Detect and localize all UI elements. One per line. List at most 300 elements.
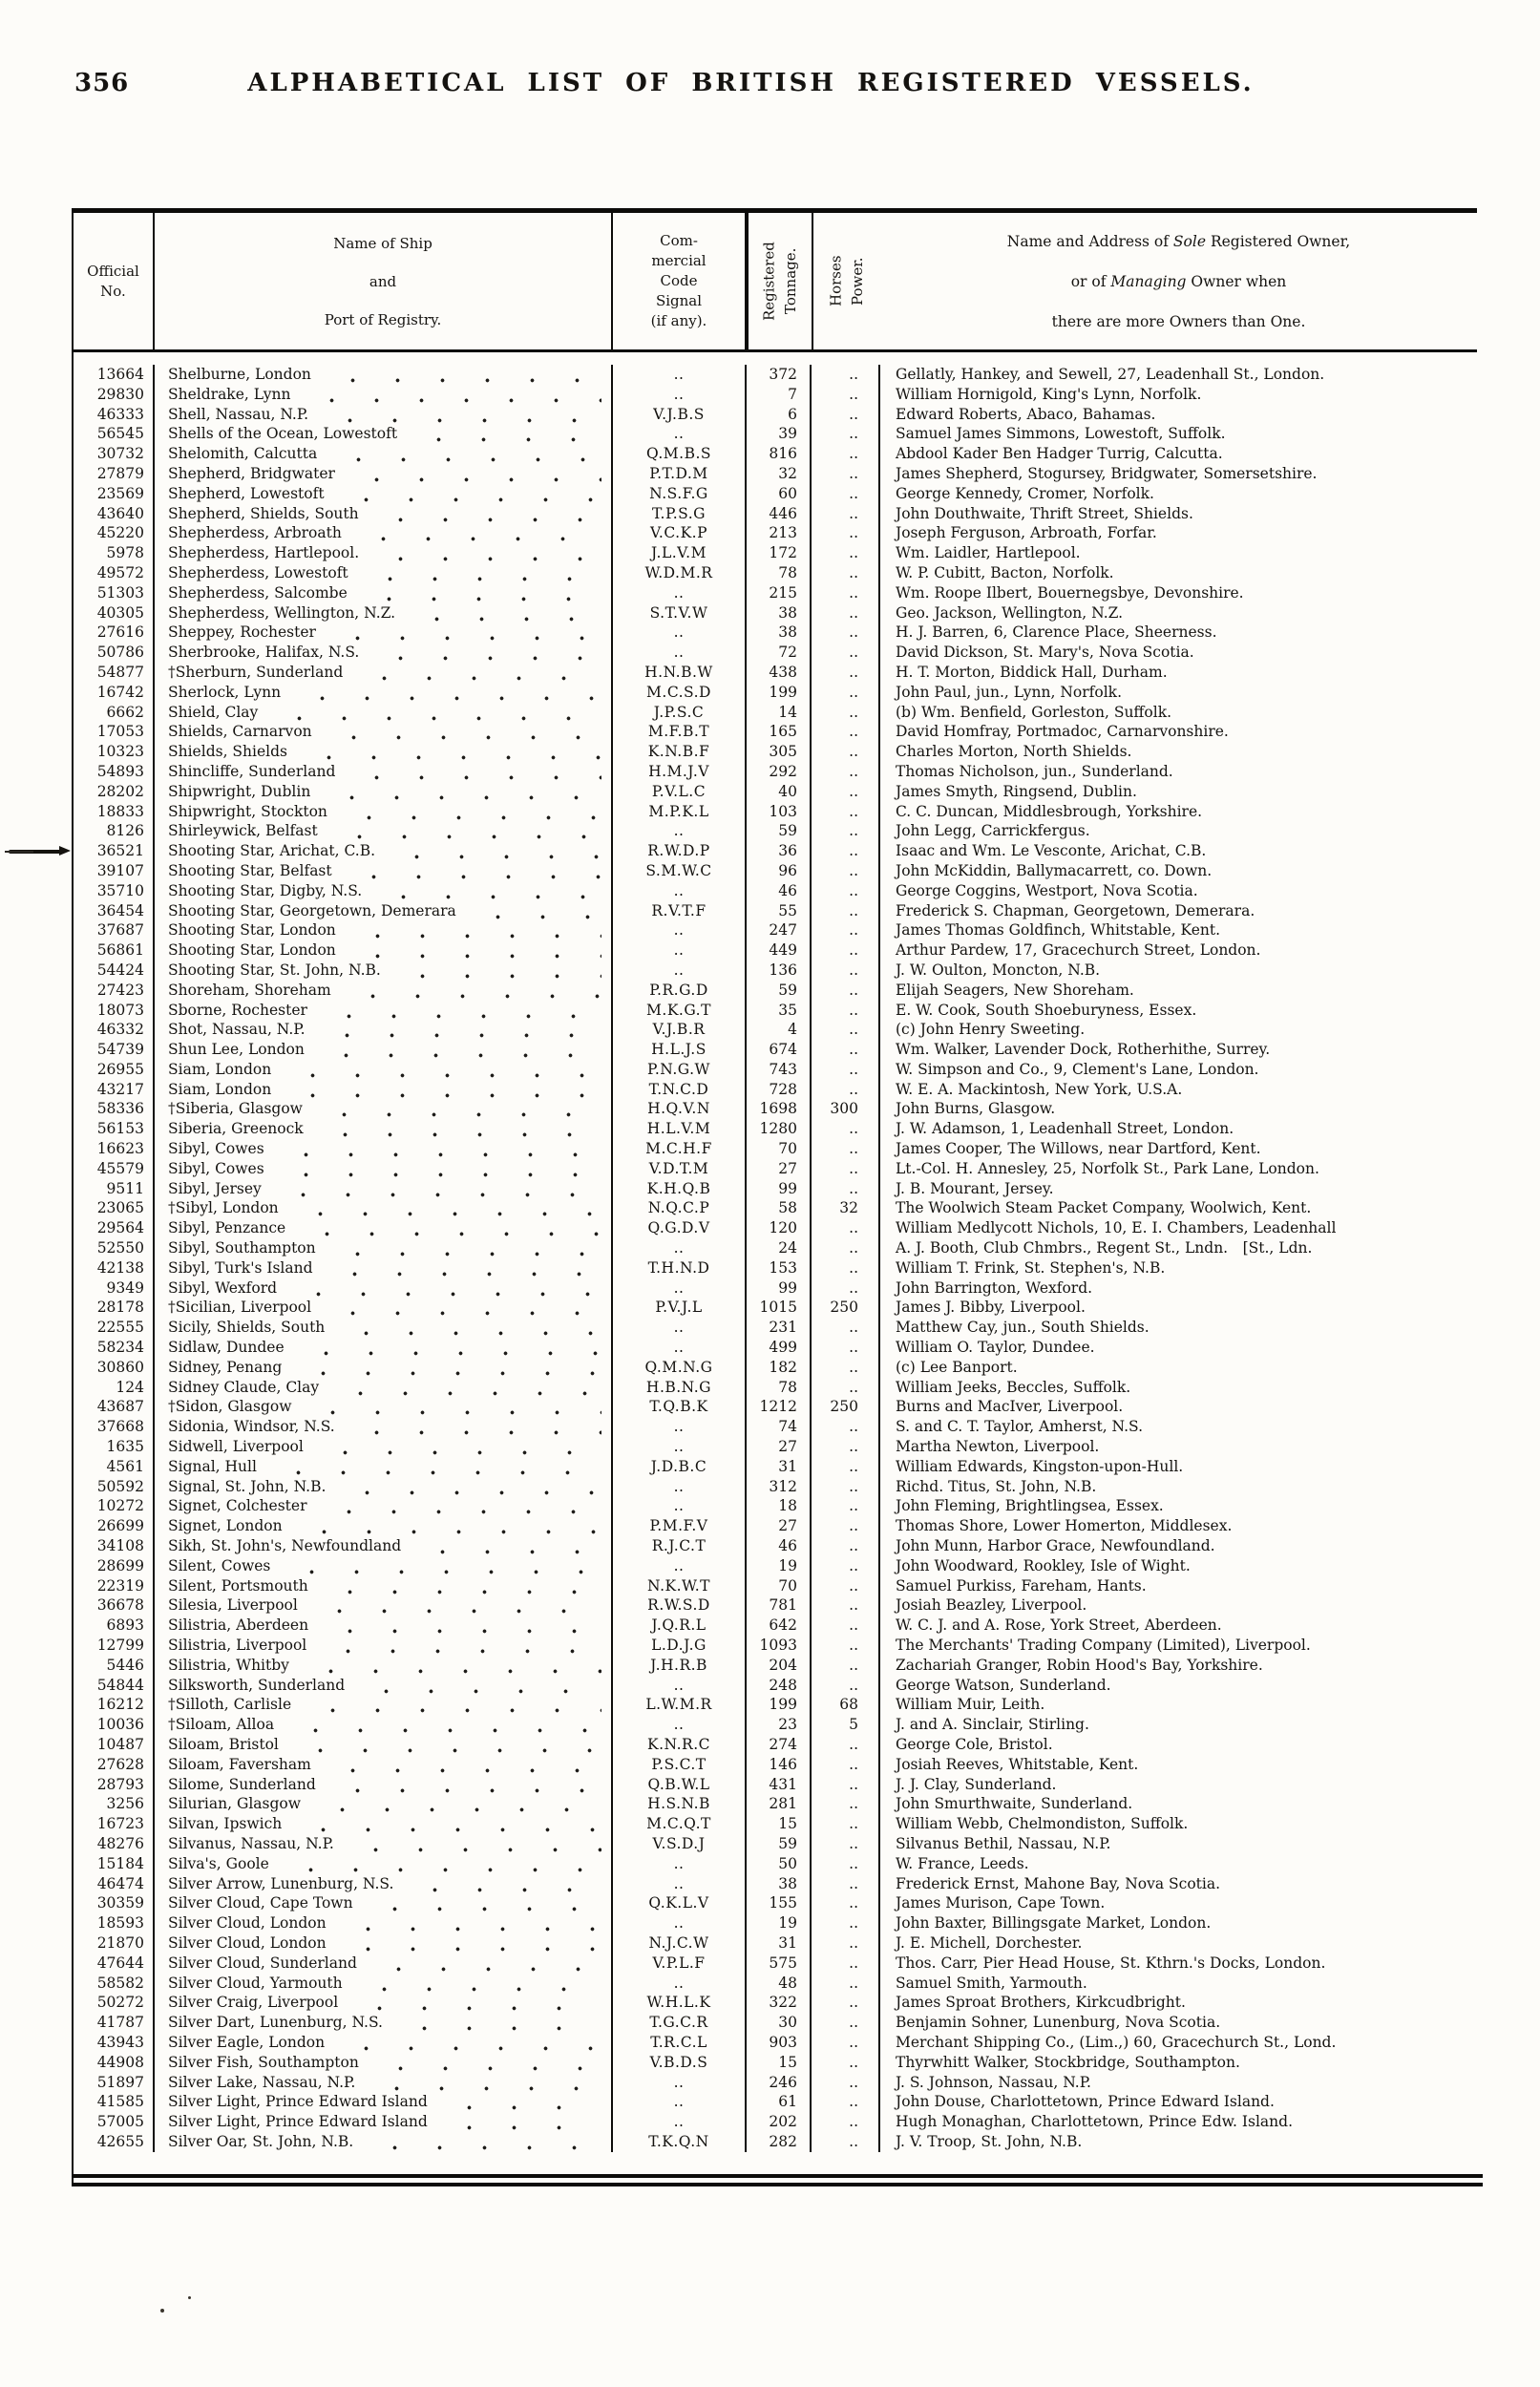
dot-leader — [400, 2013, 601, 2033]
table-row — [74, 504, 1477, 524]
table-row — [74, 1954, 1477, 1974]
cell-ship-name: Silistria, Liverpool — [155, 1636, 613, 1656]
cell-horses-power: .. — [812, 1595, 880, 1616]
cell-registered-tonnage: 60 — [747, 484, 812, 504]
col-registered-tonnage: Registered Tonnage. — [747, 213, 812, 349]
table-row — [74, 1695, 1477, 1715]
table-row — [74, 1318, 1477, 1338]
cell-code-signal: H.B.N.G — [613, 1378, 747, 1398]
dot-leader — [474, 901, 601, 921]
cell-ship-name: †Sicilian, Liverpool — [155, 1298, 613, 1318]
cell-official-no: 6662 — [74, 703, 155, 723]
table-row — [74, 2112, 1477, 2132]
dot-leader — [360, 1974, 601, 1994]
cell-registered-tonnage: 165 — [747, 722, 812, 742]
cell-ship-name: Sibyl, Cowes — [155, 1159, 613, 1179]
cell-official-no: 35710 — [74, 881, 155, 901]
dot-leader — [326, 1616, 601, 1636]
dot-leader — [300, 1516, 601, 1536]
cell-code-signal: Q.G.D.V — [613, 1218, 747, 1238]
cell-owner: Lt.-Col. H. Annesley, 25, Norfolk St., Park Lane, London. — [896, 1159, 1319, 1177]
cell-official-no: 6893 — [74, 1616, 155, 1636]
table-row — [74, 722, 1477, 742]
cell-ship-name: Shepherd, Lowestoft — [155, 484, 613, 504]
table-row — [74, 444, 1477, 464]
table-row — [74, 1060, 1477, 1080]
table-row — [74, 1794, 1477, 1814]
cell-ship-name: Sibyl, Penzance — [155, 1218, 613, 1238]
cell-owner: Joseph Ferguson, Arbroath, Forfar. — [896, 524, 1157, 542]
cell-code-signal: .. — [613, 1496, 747, 1516]
cell-official-no: 46333 — [74, 405, 155, 425]
cell-registered-tonnage: 1212 — [747, 1397, 812, 1417]
table-row — [74, 1437, 1477, 1457]
table-row — [74, 742, 1477, 762]
cell-code-signal: N.K.W.T — [613, 1576, 747, 1596]
dot-leader — [328, 365, 601, 385]
cell-code-signal: J.D.B.C — [613, 1457, 747, 1477]
cell-horses-power: .. — [812, 1755, 880, 1775]
cell-code-signal: V.J.B.S — [613, 405, 747, 425]
cell-horses-power: .. — [812, 1496, 880, 1516]
dot-leader — [414, 424, 601, 444]
cell-ship-name: Sborne, Rochester — [155, 1001, 613, 1021]
cell-horses-power: .. — [812, 1159, 880, 1179]
cell-code-signal: K.N.B.F — [613, 742, 747, 762]
cell-official-no: 15184 — [74, 1854, 155, 1874]
cell-ship-name: Silent, Portsmouth — [155, 1576, 613, 1596]
cell-code-signal: J.H.R.B — [613, 1656, 747, 1676]
cell-ship-name: Silome, Sunderland — [155, 1775, 613, 1795]
table-row — [74, 523, 1477, 543]
cell-ship-name: Signal, Hull — [155, 1457, 613, 1477]
cell-owner: Samuel Smith, Yarmouth. — [896, 1974, 1087, 1992]
cell-official-no: 26699 — [74, 1516, 155, 1536]
table-row — [74, 940, 1477, 961]
cell-horses-power: .. — [812, 920, 880, 940]
cell-official-no: 27423 — [74, 981, 155, 1001]
cell-code-signal: V.D.T.M — [613, 1159, 747, 1179]
cell-horses-power: .. — [812, 2092, 880, 2112]
cell-ship-name: Shun Lee, London — [155, 1040, 613, 1060]
cell-horses-power: 300 — [812, 1099, 880, 1119]
cell-ship-name: Sidney Claude, Clay — [155, 1378, 613, 1398]
table-row — [74, 1556, 1477, 1576]
cell-official-no: 48276 — [74, 1834, 155, 1854]
cell-owner: H. T. Morton, Biddick Hall, Durham. — [896, 663, 1168, 681]
cell-registered-tonnage: 292 — [747, 762, 812, 782]
cell-horses-power: .. — [812, 1278, 880, 1299]
dot-leader — [376, 643, 601, 663]
cell-official-no: 58336 — [74, 1099, 155, 1119]
table-row — [74, 1715, 1477, 1735]
cell-code-signal: P.V.J.L — [613, 1298, 747, 1318]
cell-ship-name: Shipwright, Stockton — [155, 802, 613, 822]
dot-leader — [279, 1179, 601, 1199]
cell-owner: William T. Frink, St. Stephen's, N.B. — [896, 1258, 1166, 1277]
cell-code-signal: .. — [613, 1318, 747, 1338]
cell-code-signal: M.P.K.L — [613, 802, 747, 822]
cell-ship-name: Sibyl, Southampton — [155, 1238, 613, 1258]
table-row — [74, 1020, 1477, 1040]
cell-ship-name: Silesia, Liverpool — [155, 1595, 613, 1616]
col-owner: Name and Address of Sole Registered Owner, or of Managing Owner when there are more Owners than One. — [1006, 232, 1351, 330]
dot-leader — [308, 1695, 601, 1715]
cell-code-signal: P.R.G.D — [613, 981, 747, 1001]
cell-registered-tonnage: 199 — [747, 1695, 812, 1715]
table-row — [74, 1496, 1477, 1516]
cell-horses-power: .. — [812, 1913, 880, 1933]
cell-code-signal: .. — [613, 1676, 747, 1696]
cell-code-signal: P.N.G.W — [613, 1060, 747, 1080]
dot-leader — [362, 1676, 601, 1696]
cell-code-signal: .. — [613, 1338, 747, 1358]
dot-leader — [352, 762, 601, 782]
cell-registered-tonnage: 372 — [747, 365, 812, 385]
cell-horses-power: .. — [812, 2073, 880, 2093]
margin-arrow-icon — [9, 850, 62, 853]
dot-leader — [325, 1001, 601, 1021]
cell-official-no: 10487 — [74, 1735, 155, 1755]
cell-ship-name: †Siloam, Alloa — [155, 1715, 613, 1735]
cell-official-no: 22555 — [74, 1318, 155, 1338]
table-row — [74, 821, 1477, 841]
cell-official-no: 45220 — [74, 523, 155, 543]
table-row — [74, 1218, 1477, 1238]
cell-official-no: 28202 — [74, 782, 155, 802]
table-row — [74, 1775, 1477, 1795]
cell-code-signal: V.P.L.F — [613, 1954, 747, 1974]
cell-horses-power: .. — [812, 1536, 880, 1556]
cell-registered-tonnage: 99 — [747, 1278, 812, 1299]
cell-owner: The Merchants' Trading Company (Limited), Liverpool. — [896, 1637, 1311, 1654]
cell-ship-name: Silver Lake, Nassau, N.P. — [155, 2073, 613, 2093]
cell-ship-name: Siberia, Greenock — [155, 1119, 613, 1139]
cell-ship-name: Shooting Star, Arichat, C.B. — [155, 841, 613, 861]
cell-registered-tonnage: 499 — [747, 1338, 812, 1358]
cell-code-signal: T.P.S.G — [613, 504, 747, 524]
cell-code-signal: H.L.V.M — [613, 1119, 747, 1139]
cell-official-no: 51303 — [74, 583, 155, 603]
cell-ship-name: Shepherdess, Arbroath — [155, 523, 613, 543]
cell-code-signal: R.J.C.T — [613, 1536, 747, 1556]
cell-code-signal: .. — [613, 643, 747, 663]
cell-registered-tonnage: 743 — [747, 1060, 812, 1080]
dot-leader — [330, 1258, 601, 1278]
cell-horses-power: .. — [812, 1378, 880, 1398]
cell-ship-name: Shincliffe, Sunderland — [155, 762, 613, 782]
cell-owner: Zachariah Granger, Robin Hood's Bay, Yorkshire. — [896, 1656, 1263, 1674]
cell-owner: W. Simpson and Co., 9, Clement's Lane, London. — [896, 1060, 1259, 1078]
cell-code-signal: .. — [613, 920, 747, 940]
table-row — [74, 1933, 1477, 1954]
col-ship-name: Name of Ship and Port of Registry. — [155, 213, 613, 349]
col-code-signal: Com- mercial Code Signal (if any). — [613, 213, 747, 349]
cell-ship-name: Sibyl, Wexford — [155, 1278, 613, 1299]
cell-registered-tonnage: 274 — [747, 1735, 812, 1755]
cell-registered-tonnage: 248 — [747, 1676, 812, 1696]
cell-owner: George Watson, Sunderland. — [896, 1676, 1111, 1694]
cell-owner: J. V. Troop, St. John, N.B. — [896, 2132, 1083, 2150]
cell-horses-power: .. — [812, 523, 880, 543]
cell-official-no: 21870 — [74, 1933, 155, 1954]
cell-horses-power: .. — [812, 1656, 880, 1676]
cell-owner: H. J. Barren, 6, Clarence Place, Sheerness. — [896, 623, 1217, 642]
table-row — [74, 1874, 1477, 1894]
cell-registered-tonnage: 59 — [747, 1834, 812, 1854]
dot-leader — [344, 1933, 601, 1954]
cell-code-signal: M.K.G.T — [613, 1001, 747, 1021]
cell-owner: William Muir, Leith. — [896, 1696, 1045, 1714]
cell-registered-tonnage: 14 — [747, 703, 812, 723]
cell-official-no: 3256 — [74, 1794, 155, 1814]
cell-horses-power: .. — [812, 1358, 880, 1378]
cell-horses-power: .. — [812, 643, 880, 663]
cell-code-signal: .. — [613, 1477, 747, 1497]
cell-ship-name: Silver Light, Prince Edward Island — [155, 2092, 613, 2112]
cell-official-no: 56153 — [74, 1119, 155, 1139]
table-row — [74, 1159, 1477, 1179]
cell-horses-power: .. — [812, 1775, 880, 1795]
cell-official-no: 41585 — [74, 2092, 155, 2112]
cell-registered-tonnage: 74 — [747, 1417, 812, 1437]
table-row — [74, 1834, 1477, 1854]
cell-official-no: 54893 — [74, 762, 155, 782]
dot-leader — [365, 583, 601, 603]
dot-leader — [328, 1298, 601, 1318]
cell-owner: J. W. Adamson, 1, Leadenhall Street, London. — [896, 1120, 1234, 1138]
cell-ship-name: Shell, Nassau, N.P. — [155, 405, 613, 425]
cell-ship-name: Shot, Nassau, N.P. — [155, 1020, 613, 1040]
cell-owner: J. W. Oulton, Moncton, N.B. — [896, 961, 1101, 979]
table-row — [74, 1893, 1477, 1913]
cell-official-no: 49572 — [74, 563, 155, 583]
cell-ship-name: Silksworth, Sunderland — [155, 1676, 613, 1696]
dot-leader — [305, 742, 601, 762]
cell-registered-tonnage: 575 — [747, 1954, 812, 1974]
cell-code-signal: V.B.D.S — [613, 2053, 747, 2073]
cell-owner: Frederick Ernst, Mahone Bay, Nova Scotia. — [896, 1874, 1221, 1892]
table-row — [74, 1119, 1477, 1139]
dot-leader — [355, 1993, 601, 2013]
cell-horses-power: .. — [812, 1834, 880, 1854]
cell-official-no: 27616 — [74, 623, 155, 643]
cell-code-signal: V.S.D.J — [613, 1834, 747, 1854]
dot-leader — [359, 523, 601, 543]
cell-registered-tonnage: 15 — [747, 1814, 812, 1834]
dot-leader — [307, 385, 601, 405]
dot-leader — [366, 563, 601, 583]
cell-horses-power: .. — [812, 683, 880, 703]
cell-horses-power: 32 — [812, 1198, 880, 1218]
table-row — [74, 762, 1477, 782]
dot-leader — [379, 881, 601, 901]
scan-speck — [160, 2309, 164, 2313]
cell-code-signal: W.D.M.R — [613, 563, 747, 583]
cell-ship-name: Siam, London — [155, 1080, 613, 1100]
table-row — [74, 603, 1477, 623]
dot-leader — [299, 1814, 601, 1834]
cell-registered-tonnage: 247 — [747, 920, 812, 940]
cell-horses-power: .. — [812, 1794, 880, 1814]
cell-ship-name: Silver Fish, Southampton — [155, 2053, 613, 2073]
cell-registered-tonnage: 136 — [747, 961, 812, 981]
cell-horses-power: .. — [812, 1576, 880, 1596]
cell-ship-name: Silent, Cowes — [155, 1556, 613, 1576]
cell-official-no: 50272 — [74, 1993, 155, 2013]
cell-official-no: 51897 — [74, 2073, 155, 2093]
cell-code-signal: W.H.L.K — [613, 1993, 747, 2013]
cell-code-signal: M.C.S.D — [613, 683, 747, 703]
table-row — [74, 1238, 1477, 1258]
cell-owner: William Jeeks, Beccles, Suffolk. — [896, 1378, 1131, 1396]
cell-horses-power: .. — [812, 464, 880, 484]
table-row — [74, 1616, 1477, 1636]
cell-owner: Elijah Seagers, New Shoreham. — [896, 981, 1134, 999]
table-row — [74, 1179, 1477, 1199]
cell-horses-power: .. — [812, 1139, 880, 1159]
cell-ship-name: Shepherdess, Hartlepool. — [155, 543, 613, 563]
cell-owner: Josiah Reeves, Whitstable, Kent. — [896, 1755, 1139, 1773]
cell-ship-name: Silver Cloud, Yarmouth — [155, 1974, 613, 1994]
cell-ship-name: Silvanus, Nassau, N.P. — [155, 1834, 613, 1854]
cell-official-no: 42655 — [74, 2132, 155, 2152]
dot-leader — [282, 1139, 601, 1159]
cell-official-no: 10272 — [74, 1496, 155, 1516]
cell-code-signal: .. — [613, 1715, 747, 1735]
cell-horses-power: .. — [812, 1318, 880, 1338]
cell-code-signal: L.W.M.R — [613, 1695, 747, 1715]
dot-leader — [286, 1854, 601, 1874]
cell-official-no: 43640 — [74, 504, 155, 524]
cell-ship-name: Silver Cloud, London — [155, 1913, 613, 1933]
page-title: ALPHABETICAL LIST OF BRITISH REGISTERED VESSELS. — [247, 69, 1255, 97]
cell-official-no: 34108 — [74, 1536, 155, 1556]
cell-code-signal: K.H.Q.B — [613, 1179, 747, 1199]
cell-official-no: 10036 — [74, 1715, 155, 1735]
cell-official-no: 45579 — [74, 1159, 155, 1179]
table-row — [74, 563, 1477, 583]
cell-code-signal: P.T.D.M — [613, 464, 747, 484]
cell-official-no: 50786 — [74, 643, 155, 663]
table-row — [74, 2033, 1477, 2053]
cell-code-signal: H.Q.V.N — [613, 1099, 747, 1119]
cell-horses-power: .. — [812, 1417, 880, 1437]
cell-code-signal: H.M.J.V — [613, 762, 747, 782]
cell-official-no: 1635 — [74, 1437, 155, 1457]
cell-owner: John Smurthwaite, Sunderland. — [896, 1795, 1133, 1813]
dot-leader — [360, 663, 601, 683]
dot-leader — [303, 1218, 601, 1238]
cell-owner: Samuel James Simmons, Lowestoft, Suffolk. — [896, 425, 1226, 443]
cell-ship-name: Sheppey, Rochester — [155, 623, 613, 643]
dot-leader — [321, 1437, 601, 1457]
cell-registered-tonnage: 31 — [747, 1457, 812, 1477]
cell-official-no: 54739 — [74, 1040, 155, 1060]
cell-ship-name: Shepherd, Shields, South — [155, 504, 613, 524]
cell-code-signal: J.P.S.C — [613, 703, 747, 723]
cell-registered-tonnage: 246 — [747, 2073, 812, 2093]
cell-horses-power: .. — [812, 663, 880, 683]
cell-owner: William Edwards, Kingston-upon-Hull. — [896, 1457, 1184, 1475]
cell-owner: John Barrington, Wexford. — [896, 1278, 1093, 1297]
table-row — [74, 405, 1477, 425]
dot-leader — [349, 861, 601, 881]
dot-leader — [327, 782, 601, 802]
cell-owner: Matthew Cay, jun., South Shields. — [896, 1319, 1150, 1337]
cell-registered-tonnage: 78 — [747, 563, 812, 583]
table-row — [74, 1814, 1477, 1834]
cell-ship-name: Sidonia, Windsor, N.S. — [155, 1417, 613, 1437]
cell-code-signal: .. — [613, 1238, 747, 1258]
table-row — [74, 1735, 1477, 1755]
cell-official-no: 54424 — [74, 961, 155, 981]
cell-ship-name: Silver Cloud, Sunderland — [155, 1954, 613, 1974]
cell-official-no: 52550 — [74, 1238, 155, 1258]
table-row — [74, 1477, 1477, 1497]
cell-ship-name: Signet, Colchester — [155, 1496, 613, 1516]
cell-ship-name: Sikh, St. John's, Newfoundland — [155, 1536, 613, 1556]
table-row — [74, 2092, 1477, 2112]
cell-registered-tonnage: 431 — [747, 1775, 812, 1795]
table-row — [74, 1576, 1477, 1596]
cell-official-no: 47644 — [74, 1954, 155, 1974]
cell-owner: James Shepherd, Stogursey, Bridgwater, Somersetshire. — [896, 464, 1318, 482]
cell-owner: George Cole, Bristol. — [896, 1735, 1053, 1753]
cell-ship-name: Shells of the Ocean, Lowestoft — [155, 424, 613, 444]
dot-leader — [348, 981, 601, 1001]
cell-ship-name: Silver Arrow, Lunenburg, N.S. — [155, 1874, 613, 1894]
cell-owner: Wm. Walker, Lavender Dock, Rotherhithe, Surrey. — [896, 1041, 1271, 1059]
cell-owner: James J. Bibby, Liverpool. — [896, 1299, 1086, 1317]
cell-registered-tonnage: 38 — [747, 1874, 812, 1894]
dot-leader — [296, 1198, 601, 1218]
cell-official-no: 22319 — [74, 1576, 155, 1596]
cell-code-signal: S.M.W.C — [613, 861, 747, 881]
cell-code-signal: N.J.C.W — [613, 1933, 747, 1954]
cell-owner: John Munn, Harbor Grace, Newfoundland. — [896, 1537, 1215, 1555]
cell-registered-tonnage: 19 — [747, 1556, 812, 1576]
cell-owner: Benjamin Sohner, Lunenburg, Nova Scotia. — [896, 2014, 1221, 2032]
cell-owner: John Fleming, Brightlingsea, Essex. — [896, 1497, 1164, 1515]
cell-registered-tonnage: 155 — [747, 1893, 812, 1913]
cell-ship-name: Silver Cloud, Cape Town — [155, 1893, 613, 1913]
dot-leader — [288, 1080, 601, 1100]
table-row — [74, 1457, 1477, 1477]
cell-owner: J. and A. Sinclair, Stirling. — [896, 1716, 1089, 1734]
dot-leader — [342, 484, 601, 504]
cell-official-no: 40305 — [74, 603, 155, 623]
cell-owner: (c) Lee Banport. — [896, 1358, 1018, 1376]
cell-horses-power: .. — [812, 1119, 880, 1139]
cell-owner: Wm. Laidler, Hartlepool. — [896, 544, 1081, 562]
dot-leader — [324, 1636, 601, 1656]
cell-registered-tonnage: 312 — [747, 1477, 812, 1497]
cell-horses-power: .. — [812, 1080, 880, 1100]
dot-leader — [288, 1060, 601, 1080]
dot-leader — [353, 920, 601, 940]
cell-registered-tonnage: 1093 — [747, 1636, 812, 1656]
cell-official-no: 5978 — [74, 543, 155, 563]
cell-owner: George Kennedy, Cromer, Norfolk. — [896, 484, 1154, 502]
cell-horses-power: .. — [812, 424, 880, 444]
table-row — [74, 881, 1477, 901]
cell-ship-name: Silurian, Glasgow — [155, 1794, 613, 1814]
cell-ship-name: Sheldrake, Lynn — [155, 385, 613, 405]
cell-horses-power: .. — [812, 1060, 880, 1080]
cell-code-signal: .. — [613, 2073, 747, 2093]
table-row — [74, 484, 1477, 504]
